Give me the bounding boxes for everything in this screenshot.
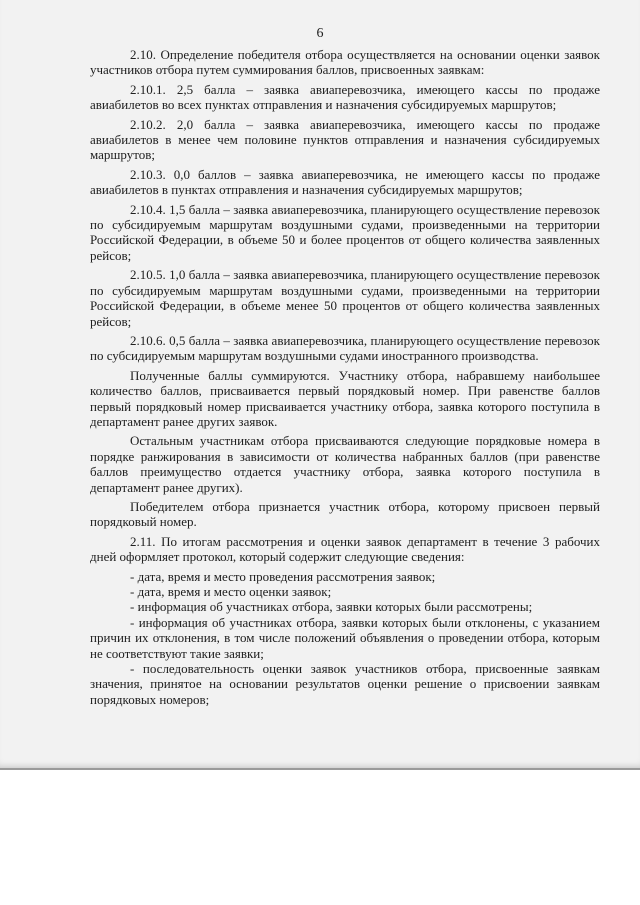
paragraph-scores-sum: Полученные баллы суммируются. Участнику отбора, набравшему наибольшее количество баллов, присваивается первый порядковый номер. При равенстве баллов первый порядковый номер присваивается участнику отбора, заявка которого поступила в департамент ранее других заявок. [90, 367, 600, 429]
paragraph-2-10: 2.10. Определение победителя отбора осуществляется на основании оценки заявок участников отбора путем суммирования баллов, присвоенных заявкам: [90, 47, 600, 78]
paragraph-2-10-2: 2.10.2. 2,0 балла – заявка авиаперевозчика, имеющего кассы по продаже авиабилетов в менее чем половине пунктов отправления и назначения субсидируемых маршрутов; [90, 116, 600, 163]
list-item: - информация об участниках отбора, заявки которых были отклонены, с указанием причин их отклонения, в том числе положений объявления о проведении отбора, которым не соответствуют такие заявки; [90, 614, 600, 661]
paragraph-2-10-4: 2.10.4. 1,5 балла – заявка авиаперевозчика, планирующего осуществление перевозок по субсидируемым маршрутам воздушными судами, произведенными на территории Российской Федерации, в объеме 50 и более процентов от общего количества заявленных рейсов; [90, 201, 600, 263]
page-number: 6 [316, 26, 324, 41]
paragraph-2-10-3: 2.10.3. 0,0 баллов – заявка авиаперевозчика, не имеющего кассы по продаже авиабилетов в пунктах отправления и назначения субсидируемых маршрутов; [90, 166, 600, 198]
list-item: - информация об участниках отбора, заявки которых были рассмотрены; [130, 599, 533, 615]
list-item: - дата, время и место оценки заявок; [130, 584, 332, 599]
paragraph-2-11: 2.11. По итогам рассмотрения и оценки заявок департамент в течение 3 рабочих дней оформляет протокол, который содержит следующие сведения: [90, 533, 600, 565]
paragraph-ranking: Остальным участникам отбора присваиваются следующие порядковые номера в порядке ранжирования в зависимости от количества набранных баллов (при равенстве баллов преимущество отдается участнику отбора, заявка которого поступила в департамент ранее других). [90, 433, 600, 495]
paragraph-2-10-6: 2.10.6. 0,5 балла – заявка авиаперевозчика, планирующего осуществление перевозок по субсидируемым маршрутам воздушными судами иностранного производства. [90, 332, 600, 364]
paragraph-winner: Победителем отбора признается участник отбора, которому присвоен первый порядковый номер. [90, 498, 600, 530]
document-body [90, 47, 600, 707]
paragraph-2-10-1: 2.10.1. 2,5 балла – заявка авиаперевозчика, имеющего кассы по продаже авиабилетов во всех пунктах отправления и назначения субсидируемых маршрутов; [90, 81, 600, 113]
list-item: - дата, время и место проведения рассмотрения заявок; [130, 568, 436, 584]
list-item: - последовательность оценки заявок участников отбора, присвоенные заявкам значения, принятое на основании результатов оценки решение о присвоении заявкам порядковых номеров; [90, 661, 600, 707]
paragraph-2-10-5: 2.10.5. 1,0 балла – заявка авиаперевозчика, планирующего осуществление перевозок по субсидируемым маршрутам воздушными судами, произведенными на территории Российской Федерации, в объеме менее 50 процентов от общего количества заявленных рейсов; [90, 267, 600, 329]
